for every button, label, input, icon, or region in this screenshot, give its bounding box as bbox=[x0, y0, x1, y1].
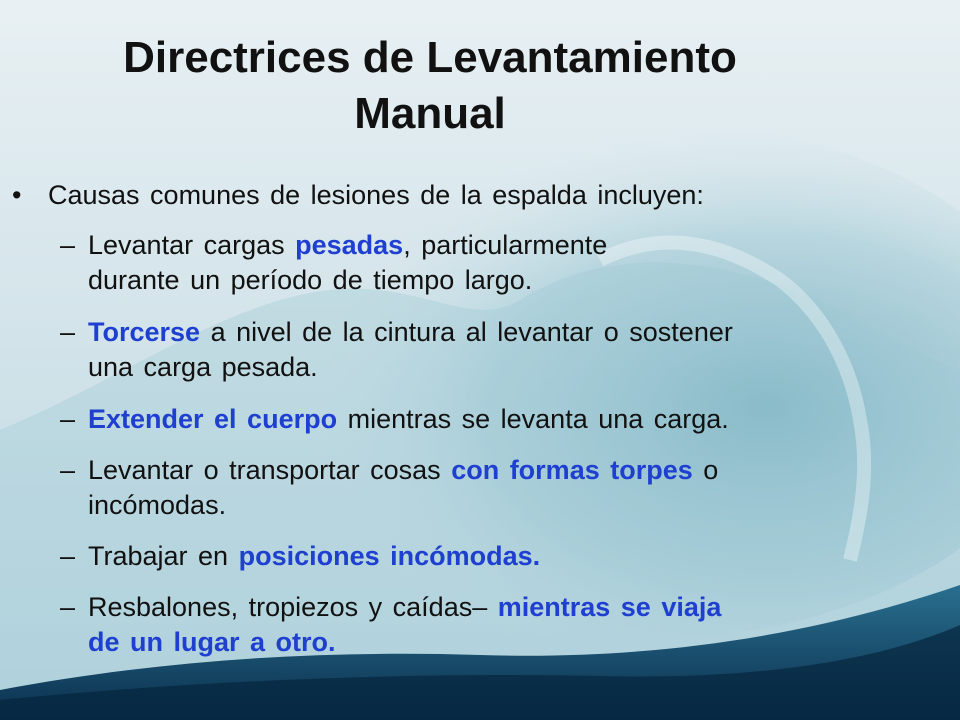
item-text: Levantar o transportar cosas bbox=[88, 455, 452, 485]
item-highlight: con formas torpes bbox=[451, 455, 693, 485]
slide-title bbox=[0, 30, 860, 142]
title-line-2: Manual bbox=[354, 89, 506, 138]
item-highlight: posiciones incómodas. bbox=[238, 541, 541, 571]
item-text-end: o bbox=[692, 455, 719, 485]
item-text: Trabajar en bbox=[88, 541, 239, 571]
item-highlight: Torcerse bbox=[88, 317, 201, 347]
main-bullet bbox=[0, 178, 960, 218]
item-text: Levantar cargas bbox=[88, 230, 296, 260]
item-text-end: a nivel de la cintura al levantar o sostener bbox=[200, 317, 733, 347]
item-highlight: mientras se viaja bbox=[497, 592, 722, 622]
item-highlight-line2: de un lugar a otro. bbox=[88, 627, 336, 657]
dash-icon: – bbox=[60, 230, 76, 260]
title-line-1: Directrices de Levantamiento bbox=[123, 33, 737, 82]
dash-icon: – bbox=[60, 404, 76, 434]
item-text: Resbalones, tropiezos y caídas– bbox=[88, 592, 498, 622]
item-text-line2: incómodas. bbox=[88, 490, 227, 520]
dash-icon: – bbox=[60, 317, 76, 347]
item-text-end: mientras se levanta una carga. bbox=[337, 404, 729, 434]
dash-icon: – bbox=[60, 541, 76, 571]
bullet-icon: • bbox=[12, 180, 22, 210]
item-highlight: pesadas bbox=[295, 230, 404, 260]
dash-icon: – bbox=[60, 592, 76, 622]
item-text-line2: durante un período de tiempo largo. bbox=[88, 265, 533, 295]
item-text-end: , particularmente bbox=[403, 230, 608, 260]
item-highlight: Extender el cuerpo bbox=[88, 404, 338, 434]
dash-icon: – bbox=[60, 455, 76, 485]
item-text-line2: una carga pesada. bbox=[88, 352, 318, 382]
bullet-text: Causas comunes de lesiones de la espalda incluyen: bbox=[48, 180, 704, 210]
